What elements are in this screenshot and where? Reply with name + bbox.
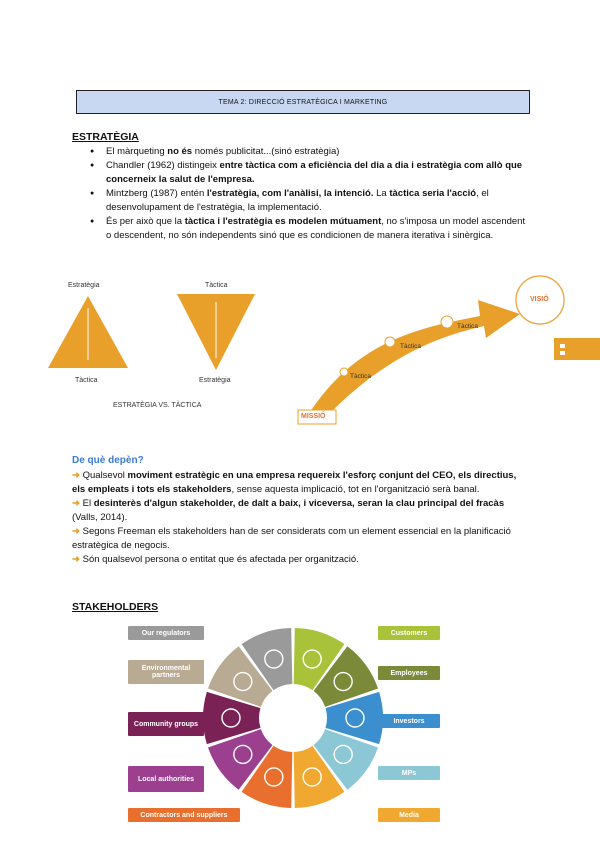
stakeholder-label-right: Media xyxy=(378,808,440,822)
tri1-top-label: Estratègia xyxy=(68,282,100,289)
list-item: ● El màrqueting no és només publicitat...(sinó estratègia) xyxy=(86,145,526,159)
depen-p4: ➜ Són qualsevol persona o entitat que és afectada per organització. xyxy=(72,554,359,565)
list-item: ● Chandler (1962) distingeix entre tàctica com a eficiència del dia a dia i estratègia com allò que concerneix la salut de l'empresa. xyxy=(86,159,526,187)
vision-label: VISIÓ xyxy=(530,296,549,303)
list-item: ● És per això que la tàctica i l'estratègia es modelen mútuament, no s'imposa un model ascendent o descendent, no són independents sinó que es condicionen de manera iterativa i sinèrgica. xyxy=(86,215,526,243)
stakeholder-label-left: Our regulators xyxy=(128,626,204,640)
doc-title: TEMA 2: DIRECCIÓ ESTRATÈGICA I MARKETING xyxy=(218,98,388,106)
tactic-label-1: Tàctica xyxy=(350,373,371,380)
mission-label: MISSIÓ xyxy=(301,413,326,420)
tactic-label-3: Tàctica xyxy=(457,323,478,330)
stakeholder-label-right: MPs xyxy=(378,766,440,780)
stakeholder-label-right: Employees xyxy=(378,666,440,680)
stakeholder-label-left: Local authorities xyxy=(128,766,204,792)
depen-title: De què depèn? xyxy=(72,455,144,466)
stakeholder-label-left: Environmental partners xyxy=(128,660,204,684)
tri2-top-label: Tàctica xyxy=(205,282,228,289)
strategy-vs-tactic-diagram xyxy=(40,278,280,418)
estrategia-list xyxy=(86,145,526,243)
diagram-caption: ESTRATÈGIA VS. TÀCTICA xyxy=(113,402,202,409)
depen-p2: ➜ El desinterès d'algun stakeholder, de dalt a baix, i viceversa, seran la clau principal del fracàs (Valls, 2014). xyxy=(72,498,505,523)
wheel-center xyxy=(261,686,325,750)
tactic-label-2: Tàctica xyxy=(400,343,421,350)
list-item: ● Mintzberg (1987) entén l'estratègia, com l'anàlisi, la intenció. La tàctica seria l'acció, el desenvolupament de l'estratègia, la implementació. xyxy=(86,187,526,215)
doc-header xyxy=(76,90,530,114)
section-title-stakeholders: STAKEHOLDERS xyxy=(72,601,159,613)
tri2-bottom-label: Estratègia xyxy=(199,377,231,384)
stakeholder-label-right: Customers xyxy=(378,626,440,640)
depen-p3: ➜ Segons Freeman els stakeholders han de ser considerats com un element essencial en la planificació estratègica de negocis. xyxy=(72,526,511,551)
depen-paragraphs xyxy=(72,469,532,567)
section-title-estrategia: ESTRATÈGIA xyxy=(72,131,139,143)
mission-vision-arrow xyxy=(290,272,600,432)
stakeholder-label-left: Community groups xyxy=(128,712,204,736)
stakeholder-label-left: Contractors and suppliers xyxy=(128,808,240,822)
stakeholder-label-right: Investors xyxy=(378,714,440,728)
tri1-bottom-label: Tàctica xyxy=(75,377,98,384)
depen-p1: ➜ Qualsevol moviment estratègic en una empresa requereix l'esforç conjunt del CEO, els directius, els empleats i tots els stakeholders, sense aquesta implicació, tot en l'organització serà banal. xyxy=(72,470,517,495)
strategy-arrow-label: ESTRATÈGIA xyxy=(349,315,392,336)
